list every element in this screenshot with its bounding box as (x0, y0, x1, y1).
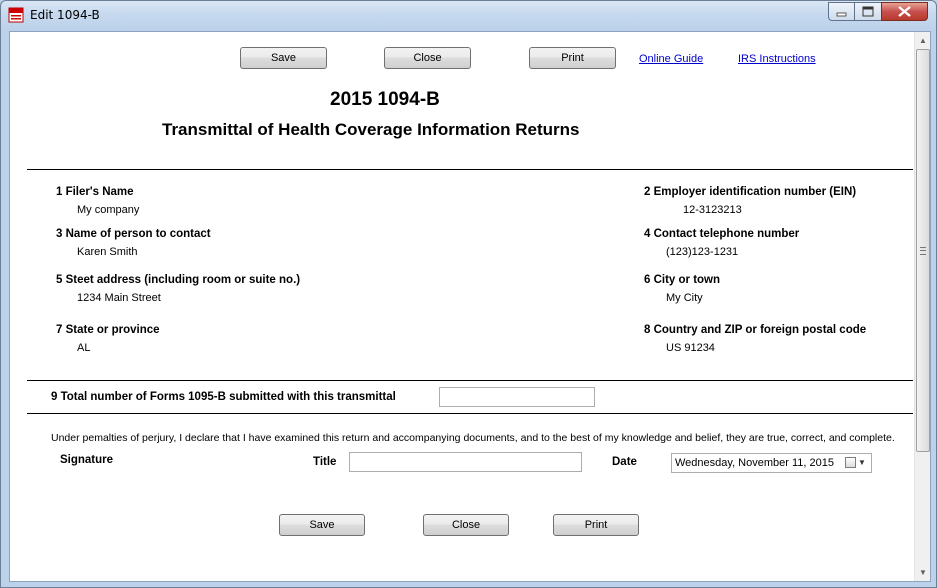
maximize-icon (855, 3, 881, 20)
top-print-button[interactable]: Print (529, 47, 616, 69)
form-client-area (9, 31, 931, 582)
date-picker[interactable] (671, 453, 872, 473)
total-forms-label: 9 Total number of Forms 1095-B submitted with this transmittal (51, 391, 396, 403)
ein-value[interactable]: 12-3123213 (683, 204, 742, 216)
city-label: 6 City or town (644, 274, 721, 286)
top-save-button[interactable]: Save (240, 47, 327, 69)
bottom-close-button[interactable]: Close (423, 514, 509, 536)
irs-instructions-link[interactable]: IRS Instructions (738, 53, 816, 65)
top-close-button[interactable]: Close (384, 47, 471, 69)
filers-name-label: 1 Filer's Name (56, 186, 134, 198)
date-label: Date (612, 456, 637, 468)
vertical-scrollbar[interactable] (914, 32, 931, 581)
title-input[interactable] (349, 452, 582, 472)
scroll-down-button[interactable]: ▼ (919, 568, 927, 577)
grip-icon (920, 247, 926, 255)
form-icon (8, 7, 24, 23)
close-icon (882, 3, 927, 20)
date-value: Wednesday, November 11, 2015 (675, 457, 834, 469)
city-value[interactable]: My City (666, 292, 703, 304)
title-label: Title (313, 456, 337, 468)
chevron-down-icon[interactable]: ▼ (858, 458, 866, 467)
window-title: Edit 1094-B (30, 8, 100, 22)
street-label: 5 Steet address (including room or suite no.) (56, 274, 301, 286)
contact-phone-label: 4 Contact telephone number (644, 228, 800, 240)
divider (27, 413, 913, 414)
online-guide-link[interactable]: Online Guide (639, 53, 704, 65)
perjury-statement: Under pemalties of perjury, I declare that I have examined this return and accompanying documents, and to the best of my knowledge and belief, they are true, correct, and complete. (51, 432, 895, 444)
total-forms-input[interactable] (439, 387, 595, 407)
form-heading: 2015 1094-B (330, 89, 440, 110)
bottom-print-button[interactable]: Print (553, 514, 639, 536)
scroll-thumb[interactable] (916, 49, 930, 452)
contact-phone-value[interactable]: (123)123-1231 (666, 246, 739, 258)
form-subheading: Transmittal of Health Coverage Information Returns (162, 120, 580, 139)
divider (27, 169, 913, 170)
state-label: 7 State or province (56, 324, 160, 336)
window-close-button[interactable] (881, 2, 928, 21)
maximize-button[interactable] (854, 2, 882, 21)
state-value[interactable]: AL (77, 342, 91, 354)
minimize-icon (829, 3, 854, 20)
title-bar[interactable] (1, 1, 936, 29)
filers-name-value[interactable]: My company (77, 204, 140, 216)
scroll-up-button[interactable]: ▲ (919, 36, 927, 45)
street-value[interactable]: 1234 Main Street (77, 292, 161, 304)
calendar-icon[interactable] (845, 457, 856, 468)
signature-label: Signature (60, 454, 114, 466)
country-zip-label: 8 Country and ZIP or foreign postal code (644, 324, 867, 336)
minimize-button[interactable] (828, 2, 855, 21)
country-zip-value[interactable]: US 91234 (666, 342, 715, 354)
contact-name-label: 3 Name of person to contact (56, 228, 211, 240)
ein-label: 2 Employer identification number (EIN) (644, 186, 857, 198)
divider (27, 380, 913, 381)
contact-name-value[interactable]: Karen Smith (77, 246, 138, 258)
bottom-save-button[interactable]: Save (279, 514, 365, 536)
